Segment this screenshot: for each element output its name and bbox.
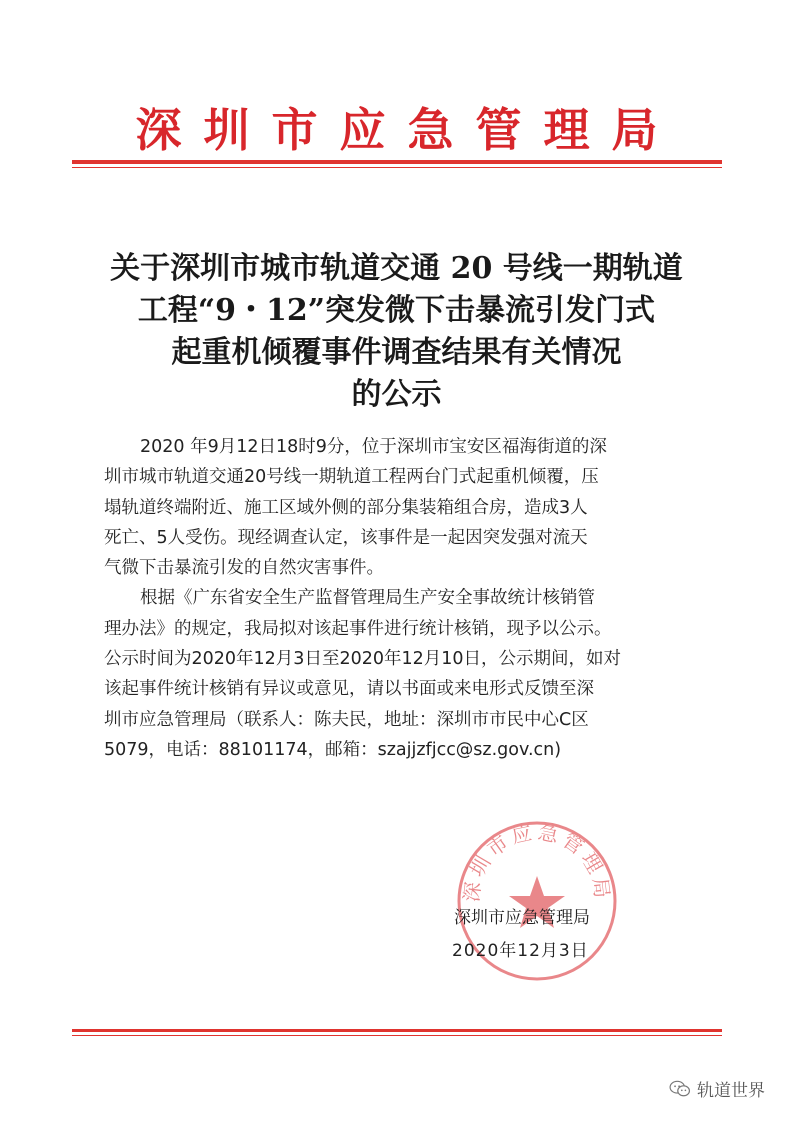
paragraph-1-line: 2020 年9月12日18时9分，位于深圳市宝安区福海街道的深 xyxy=(140,437,607,457)
watermark xyxy=(669,1076,765,1101)
wechat-icon xyxy=(669,1080,691,1098)
signature-date: 2020年12月3日 xyxy=(452,941,589,961)
document-body xyxy=(104,432,696,765)
footer-rule-thin xyxy=(72,1035,722,1036)
letterhead-rule-thick xyxy=(72,160,722,164)
paragraph-2-line: 公示时间为2020年12月3日至2020年12月10日，公示期间，如对 xyxy=(104,649,622,670)
title-line-4: 的公示 xyxy=(351,377,442,412)
paragraph-1-line: 气微下击暴流引发的自然灾害事件。 xyxy=(104,558,384,579)
document-title xyxy=(0,248,793,416)
watermark-text: 轨道世界 xyxy=(697,1081,765,1101)
footer-rule-thick xyxy=(72,1029,722,1032)
paragraph-2-line: 根据《广东省安全生产监督管理局生产安全事故统计核销管 xyxy=(140,588,595,609)
paragraph-2-line: 圳市应急管理局（联系人：陈夫民，地址：深圳市市民中心C区 xyxy=(104,709,589,730)
letterhead-title: 深圳市应急管理局 xyxy=(135,103,680,157)
paragraph-2-line: 该起事件统计核销有异议或意见，请以书面或来电形式反馈至深 xyxy=(104,679,594,700)
signature-block xyxy=(452,902,590,968)
paragraph-2-line: 5079，电话：88101174，邮箱：szajjzfjcc@sz.gov.cn) xyxy=(104,739,562,760)
paragraph-1-line: 塌轨道终端附近、施工区域外侧的部分集装箱组合房，造成3人 xyxy=(104,497,588,518)
paragraph-1-line: 死亡、5人受伤。现经调查认定，该事件是一起因突发强对流天 xyxy=(104,527,588,548)
title-line-2: 工程“9・12”突发微下击暴流引发门式 xyxy=(137,293,656,328)
paragraph-1-line: 圳市城市轨道交通20号线一期轨道工程两台门式起重机倾覆，压 xyxy=(104,467,599,488)
paragraph-2-line: 理办法》的规定，我局拟对该起事件进行统计核销，现予以公示。 xyxy=(104,618,612,639)
title-line-1: 关于深圳市城市轨道交通 20 号线一期轨道 xyxy=(110,251,683,286)
title-line-3: 起重机倾覆事件调查结果有关情况 xyxy=(171,335,622,370)
signature-organization: 深圳市应急管理局 xyxy=(454,908,590,928)
letterhead-rule-thin xyxy=(72,167,722,168)
seal-text: 深圳市应急管理局 xyxy=(459,819,615,904)
